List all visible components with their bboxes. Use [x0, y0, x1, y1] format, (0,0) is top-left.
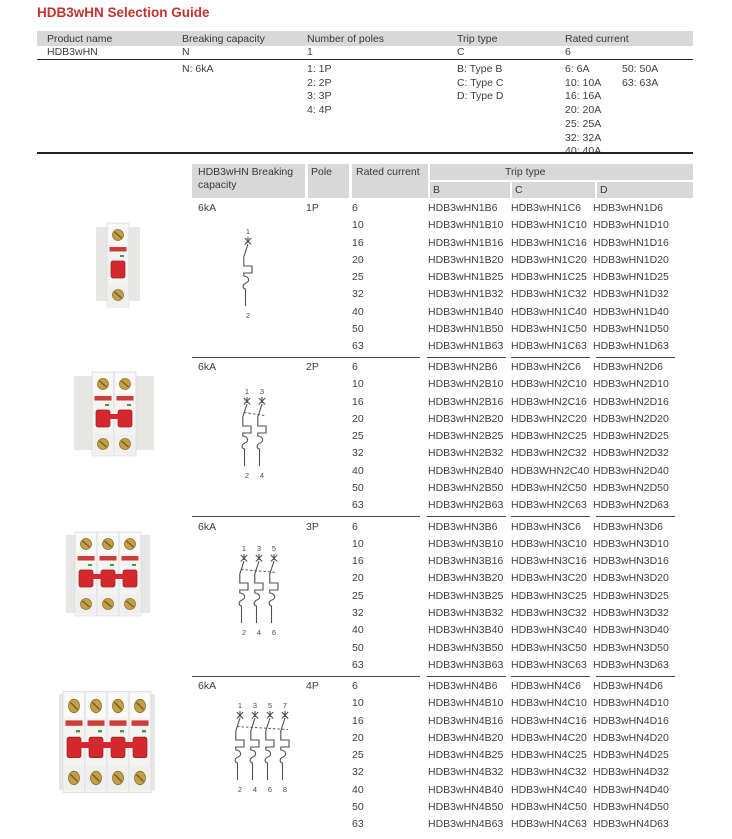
circuit-symbol-2p: [237, 386, 272, 482]
rated-current-value: 20: [352, 731, 364, 744]
terminal-label: 2: [245, 311, 251, 320]
terminal-label: 6: [267, 785, 273, 794]
code-current: 6: [565, 46, 571, 58]
rated-current-value: 40: [352, 783, 364, 796]
part-number-d: HDB3wHN4D50: [593, 801, 669, 814]
part-number-d: HDB3wHN2D6: [593, 361, 664, 373]
option: 32: 32A: [565, 131, 602, 144]
group-breaking-capacity: 6kA: [198, 520, 217, 533]
option: 25: 25A: [565, 117, 602, 130]
code-trip: C: [457, 46, 465, 58]
part-number-d: HDB3wHN4D20: [593, 731, 669, 744]
part-number-d: HDB3wHN3D50: [593, 641, 669, 654]
group-pole: 1P: [306, 202, 319, 214]
option: C: Type C: [457, 76, 504, 89]
part-number-b: HDB3wHN1B16: [428, 236, 504, 249]
part-number-b: HDB3wHN2B50: [428, 482, 504, 495]
part-number-c: HDB3wHN1C16: [511, 236, 587, 249]
part-number-b: HDB3wHN4B6: [428, 680, 498, 692]
rated-current-value: 16: [352, 236, 364, 249]
part-number-c: HDB3wHN3C10: [511, 537, 587, 550]
part-number-b: HDB3wHN3B40: [428, 624, 504, 637]
option: 4: 4P: [307, 104, 332, 117]
terminal-label: 5: [271, 544, 277, 553]
part-number-d: HDB3wHN1D10: [593, 219, 669, 232]
terminal-label: 2: [237, 785, 243, 794]
divider: [37, 152, 693, 154]
column-header-product-name: Product name: [47, 33, 113, 45]
terminal-label: 1: [241, 544, 247, 553]
catalog-header-breaking-label: HDB3wHN Breaking capacity: [198, 166, 294, 191]
part-number-c: HDB3wHN3C50: [511, 641, 587, 654]
rated-current-value: 16: [352, 555, 364, 568]
part-number-c: HDB3wHN2C20: [511, 412, 587, 425]
option: D: Type D: [457, 90, 504, 103]
part-number-b: HDB3wHN3B6: [428, 520, 498, 533]
rated-current-value: 25: [352, 430, 364, 443]
part-number-b: HDB3wHN1B40: [428, 305, 504, 318]
part-number-b: HDB3wHN3B20: [428, 572, 504, 585]
breaker-body: [59, 692, 155, 793]
option: 20: 20A: [565, 104, 602, 117]
terminal-label: 6: [271, 628, 277, 637]
catalog-header-d-cell: [597, 182, 693, 199]
part-number-c: HDB3wHN2C63: [511, 499, 587, 512]
rated-current-value: 63: [352, 340, 364, 353]
rated-current-value: 63: [352, 499, 364, 512]
rated-current-value: 16: [352, 395, 364, 408]
rated-current-value: 16: [352, 714, 364, 727]
catalog-row: [0, 463, 732, 480]
group-divider-segment: [511, 357, 590, 358]
part-number-d: HDB3wHN2D10: [593, 378, 669, 391]
catalog-row: [0, 640, 732, 657]
part-number-d: HDB3wHN1D16: [593, 236, 669, 249]
product-photo-3p: [62, 527, 154, 621]
catalog-row: [0, 816, 732, 833]
part-number-d: HDB3wHN4D25: [593, 749, 669, 762]
terminal-label: 3: [259, 387, 265, 396]
part-number-b: HDB3wHN4B16: [428, 714, 504, 727]
rated-current-value: 25: [352, 749, 364, 762]
part-number-b: HDB3wHN3B16: [428, 555, 504, 568]
group-divider-segment: [427, 357, 506, 358]
part-number-c: HDB3wHN4C16: [511, 714, 587, 727]
rated-current-value: 10: [352, 697, 364, 710]
group-breaking-capacity: 6kA: [198, 680, 217, 692]
part-number-c: HDB3wHN2C25: [511, 430, 587, 443]
part-number-c: HDB3wHN4C40: [511, 783, 587, 796]
catalog-header-d-label: D: [600, 183, 608, 196]
part-number-d: HDB3wHN2D32: [593, 447, 669, 460]
rated-current-value: 50: [352, 482, 364, 495]
option: 10: 10A: [565, 76, 602, 89]
group-divider-segment: [192, 516, 420, 517]
part-number-b: HDB3wHN1B20: [428, 253, 504, 266]
catalog-row: [0, 799, 732, 816]
part-number-b: HDB3wHN2B25: [428, 430, 504, 443]
breaker-module: [107, 223, 129, 307]
product-photo-2p: [68, 370, 160, 458]
rated-current-value: 32: [352, 766, 364, 779]
option: 1: 1P: [307, 63, 332, 75]
terminal-label: 4: [259, 471, 265, 480]
part-number-d: HDB3wHN1D40: [593, 305, 669, 318]
option: N: 6kA: [182, 63, 214, 75]
circuit-symbol-3p: [234, 543, 284, 639]
group-pole: 2P: [306, 361, 319, 373]
option: 2: 2P: [307, 76, 332, 89]
group-divider-segment: [427, 676, 506, 677]
circuit-symbol-1p: [238, 226, 258, 322]
group-divider-segment: [511, 516, 590, 517]
part-number-d: HDB3wHN3D10: [593, 537, 669, 550]
part-number-c: HDB3wHN2C10: [511, 378, 587, 391]
part-number-c: HDB3wHN4C10: [511, 697, 587, 710]
terminal-label: 2: [244, 471, 250, 480]
column-header-number-of-poles: Number of poles: [307, 33, 385, 45]
part-number-d: HDB3wHN3D25: [593, 589, 669, 602]
pole-options: [307, 63, 332, 118]
part-number-c: HDB3wHN1C32: [511, 288, 587, 301]
part-number-d: HDB3wHN2D16: [593, 395, 669, 408]
part-number-c: HDB3wHN4C32: [511, 766, 587, 779]
part-number-c: HDB3wHN3C32: [511, 606, 587, 619]
part-number-c: HDB3wHN2C50: [511, 482, 587, 495]
part-number-b: HDB3wHN4B32: [428, 766, 504, 779]
part-number-d: HDB3wHN2D20: [593, 412, 669, 425]
catalog-row: [0, 497, 732, 514]
catalog-row: [0, 657, 732, 674]
terminal-label: 1: [244, 387, 250, 396]
part-number-b: HDB3wHN2B40: [428, 464, 504, 477]
part-number-d: HDB3wHN1D63: [593, 340, 669, 353]
part-number-d: HDB3wHN1D6: [593, 202, 664, 214]
part-number-c: HDB3wHN3C63: [511, 658, 587, 671]
rated-current-value: 40: [352, 624, 364, 637]
part-number-c: HDB3wHN1C50: [511, 323, 587, 336]
part-number-b: HDB3wHN4B25: [428, 749, 504, 762]
part-number-c: HDB3wHN3C6: [511, 520, 582, 533]
part-number-c: HDB3wHN4C50: [511, 801, 587, 814]
rated-current-value: 63: [352, 658, 364, 671]
part-number-d: HDB3wHN3D20: [593, 572, 669, 585]
part-number-d: HDB3wHN1D25: [593, 271, 669, 284]
terminal-label: 1: [237, 701, 243, 710]
part-number-b: HDB3wHN4B10: [428, 697, 504, 710]
part-number-d: HDB3wHN3D16: [593, 555, 669, 568]
part-number-c: HDB3wHN3C25: [511, 589, 587, 602]
option: 16: 16A: [565, 90, 602, 103]
part-number-c: HDB3wHN3C20: [511, 572, 587, 585]
part-number-c: HDB3wHN4C25: [511, 749, 587, 762]
product-photo-1p: [86, 221, 150, 309]
part-number-d: HDB3wHN3D63: [593, 658, 669, 671]
rated-current-value: 6: [352, 361, 358, 373]
rated-current-value: 6: [352, 520, 358, 533]
part-number-c: HDB3wHN4C6: [511, 680, 582, 692]
catalog-row: [0, 321, 732, 338]
part-number-c: HDB3wHN1C40: [511, 305, 587, 318]
code-poles: 1: [307, 46, 313, 58]
part-number-b: HDB3wHN3B10: [428, 537, 504, 550]
part-number-b: HDB3wHN2B16: [428, 395, 504, 408]
column-header-trip-type: Trip type: [457, 33, 498, 45]
part-number-c: HDB3wHN4C63: [511, 818, 587, 831]
part-number-d: HDB3wHN4D16: [593, 714, 669, 727]
group-breaking-capacity: 6kA: [198, 361, 217, 373]
current-options-col2: [622, 63, 658, 90]
terminal-label: 8: [282, 785, 288, 794]
catalog-header-c-cell: [512, 182, 595, 199]
part-number-b: HDB3wHN4B40: [428, 783, 504, 796]
part-number-b: HDB3wHN2B63: [428, 499, 504, 512]
option: B: Type B: [457, 63, 503, 75]
part-number-d: HDB3wHN4D40: [593, 783, 669, 796]
option: 50: 50A: [622, 63, 659, 75]
part-number-b: HDB3wHN2B20: [428, 412, 504, 425]
catalog-header-b-cell: [430, 182, 510, 199]
catalog-row: [0, 338, 732, 355]
group-divider-segment: [192, 357, 420, 358]
rated-current-value: 40: [352, 464, 364, 477]
rated-current-value: 25: [352, 271, 364, 284]
part-number-c: HDB3wHN4C20: [511, 731, 587, 744]
catalog-header-trip-type-cell: [430, 164, 693, 180]
part-number-d: HDB3wHN3D32: [593, 606, 669, 619]
column-header-breaking-capacity: Breaking capacity: [182, 33, 265, 45]
part-number-c: HDB3wHN1C63: [511, 340, 587, 353]
rated-current-value: 63: [352, 818, 364, 831]
group-pole: 4P: [306, 680, 319, 692]
part-number-d: HDB3wHN1D32: [593, 288, 669, 301]
rated-current-value: 10: [352, 219, 364, 232]
catalog-header-c-label: C: [515, 183, 523, 196]
catalog-header-trip-type-label: Trip type: [505, 166, 546, 178]
terminal-label: 4: [256, 628, 262, 637]
trip-options: [457, 63, 504, 104]
rated-current-value: 50: [352, 801, 364, 814]
toggle-link-bar: [81, 574, 135, 579]
terminal-label: 3: [252, 701, 258, 710]
part-number-b: HDB3wHN2B32: [428, 447, 504, 460]
part-number-c: HDB3wHN3C40: [511, 624, 587, 637]
part-number-d: HDB3wHN2D63: [593, 499, 669, 512]
page-title: HDB3wHN Selection Guide: [37, 5, 210, 20]
part-number-b: HDB3wHN2B6: [428, 361, 498, 373]
rated-current-value: 10: [352, 378, 364, 391]
terminal-label: 7: [282, 701, 288, 710]
terminal-label: 1: [245, 227, 251, 236]
part-number-b: HDB3wHN4B20: [428, 731, 504, 744]
part-number-b: HDB3wHN1B10: [428, 219, 504, 232]
catalog-row: [0, 622, 732, 639]
rated-current-value: 10: [352, 537, 364, 550]
part-number-b: HDB3wHN3B63: [428, 658, 504, 671]
terminal-label: 3: [256, 544, 262, 553]
part-number-b: HDB3wHN4B63: [428, 818, 504, 831]
part-number-d: HDB3wHN4D63: [593, 818, 669, 831]
part-number-b: HDB3wHN1B63: [428, 340, 504, 353]
part-number-d: HDB3wHN4D6: [593, 680, 664, 692]
part-number-d: HDB3wHN1D50: [593, 323, 669, 336]
part-number-d: HDB3wHN2D50: [593, 482, 669, 495]
divider: [37, 59, 693, 61]
rated-current-value: 32: [352, 606, 364, 619]
group-divider-segment: [427, 516, 506, 517]
option: 3: 3P: [307, 90, 332, 103]
catalog-row: [0, 480, 732, 497]
group-pole: 3P: [306, 520, 319, 533]
code-breaking: N: [182, 46, 190, 58]
breaking-options: [182, 63, 214, 77]
part-number-c: HDB3wHN3C16: [511, 555, 587, 568]
column-header-rated-current: Rated current: [565, 33, 629, 45]
product-photo-4p: [56, 688, 158, 798]
terminal-label: 2: [241, 628, 247, 637]
toggle-link-bar: [69, 742, 145, 748]
option: 6: 6A: [565, 63, 590, 75]
part-number-d: HDB3wHN2D25: [593, 430, 669, 443]
part-number-b: HDB3wHN4B50: [428, 801, 504, 814]
part-number-c: HDB3wHN1C20: [511, 253, 587, 266]
catalog-row: [0, 200, 732, 217]
group-divider-segment: [596, 676, 675, 677]
group-divider-segment: [596, 516, 675, 517]
part-number-c: HDB3wHN2C6: [511, 361, 582, 373]
current-options-col1: [565, 63, 601, 159]
part-number-b: HDB3wHN3B50: [428, 641, 504, 654]
group-divider-segment: [192, 676, 420, 677]
part-number-d: HDB3wHN4D10: [593, 697, 669, 710]
part-number-d: HDB3wHN2D40: [593, 464, 669, 477]
part-number-d: HDB3wHN3D6: [593, 520, 664, 533]
part-number-b: HDB3wHN1B25: [428, 271, 504, 284]
rated-current-value: 50: [352, 641, 364, 654]
part-number-d: HDB3wHN4D32: [593, 766, 669, 779]
part-number-b: HDB3wHN1B6: [428, 202, 498, 214]
part-number-d: HDB3wHN3D40: [593, 624, 669, 637]
rated-current-value: 40: [352, 305, 364, 318]
part-number-b: HDB3wHN2B10: [428, 378, 504, 391]
terminal-label: 4: [252, 785, 258, 794]
part-number-c: HDB3wHN2C16: [511, 395, 587, 408]
part-number-c: HDB3wHN1C10: [511, 219, 587, 232]
option: 63: 63A: [622, 76, 659, 89]
group-divider-segment: [596, 357, 675, 358]
rated-current-value: 6: [352, 202, 358, 214]
part-number-b: HDB3wHN3B32: [428, 606, 504, 619]
rated-current-value: 20: [352, 572, 364, 585]
part-number-c: HDB3wHN2C32: [511, 447, 587, 460]
code-product-name: HDB3wHN: [47, 46, 98, 58]
part-number-d: HDB3wHN1D20: [593, 253, 669, 266]
part-number-c: HDB3wHN1C25: [511, 271, 587, 284]
group-breaking-capacity: 6kA: [198, 202, 217, 214]
circuit-symbol-4p: [230, 700, 295, 796]
terminal-label: 5: [267, 701, 273, 710]
catalog-header-b-label: B: [433, 183, 441, 196]
rated-current-value: 25: [352, 589, 364, 602]
rated-current-value: 32: [352, 288, 364, 301]
toggle-link-bar: [98, 414, 130, 419]
rated-current-value: 20: [352, 412, 364, 425]
rated-current-value: 32: [352, 447, 364, 460]
part-number-b: HDB3wHN1B50: [428, 323, 504, 336]
part-number-b: HDB3wHN1B32: [428, 288, 504, 301]
part-number-c: HDB3WHN2C40: [511, 464, 590, 477]
rated-current-value: 6: [352, 680, 358, 692]
catalog-header-pole-label: Pole: [311, 166, 333, 178]
part-number-b: HDB3wHN3B25: [428, 589, 504, 602]
group-divider-segment: [511, 676, 590, 677]
rated-current-value: 20: [352, 253, 364, 266]
part-number-c: HDB3wHN1C6: [511, 202, 582, 214]
rated-current-value: 50: [352, 323, 364, 336]
catalog-header-rated-current-label: Rated current: [356, 166, 420, 178]
